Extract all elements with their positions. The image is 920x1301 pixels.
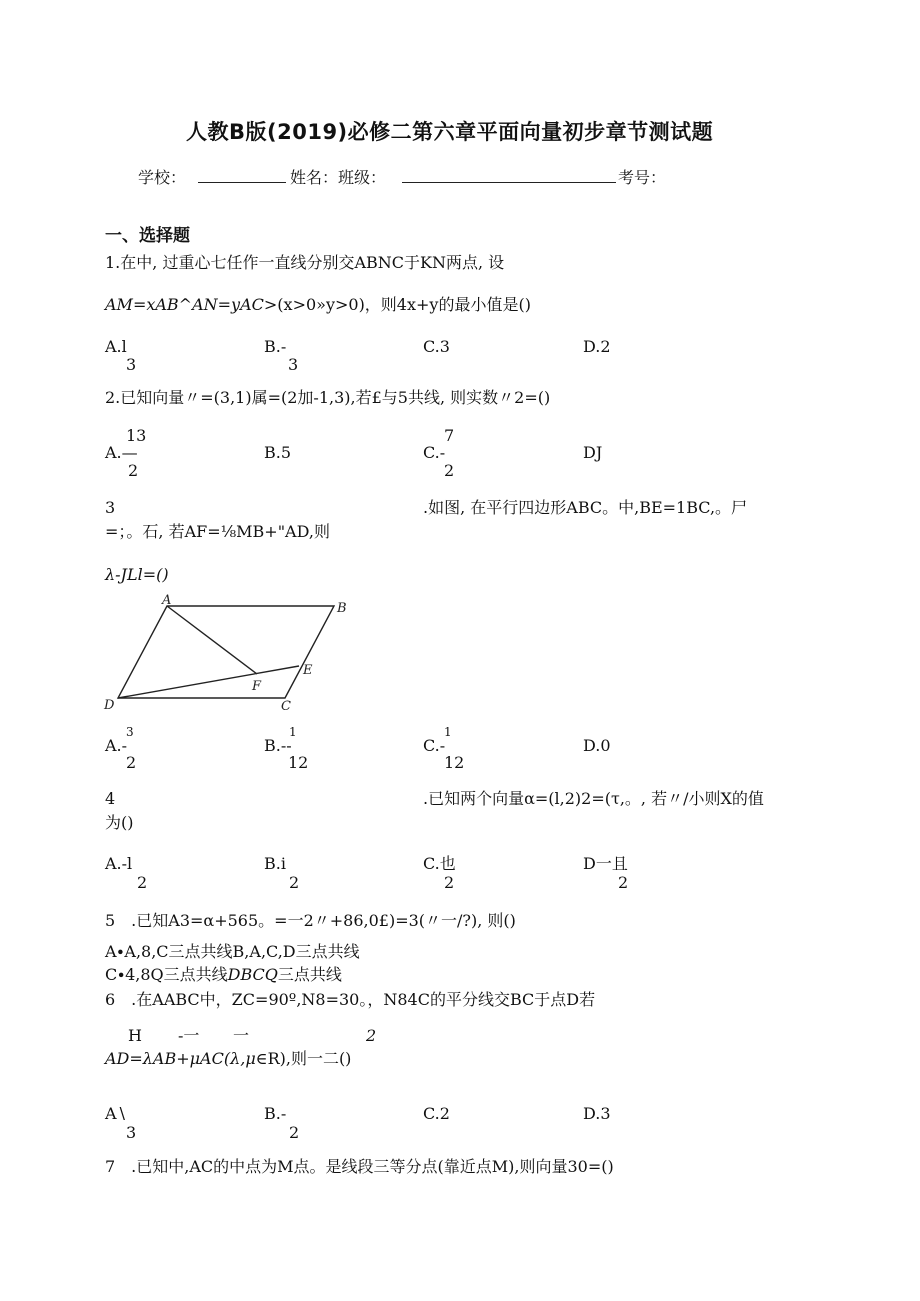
q6-option-b[interactable]: B.- bbox=[264, 1104, 287, 1123]
q3-option-d[interactable]: D.0 bbox=[583, 736, 611, 755]
q3-stem: .如图, 在平行四边形ABC。中,BE=1BC,。尸 bbox=[423, 498, 748, 517]
figure-lines bbox=[118, 606, 334, 698]
q2-option-b[interactable]: B.5 bbox=[264, 443, 292, 462]
q6-line2 bbox=[105, 1049, 351, 1069]
q1-option-b-denominator: 3 bbox=[288, 355, 299, 374]
q5-options-cd[interactable] bbox=[105, 965, 342, 985]
q1-option-c[interactable]: C.3 bbox=[423, 337, 450, 356]
q6-mark-a: -一 bbox=[178, 1026, 200, 1045]
label-d: D bbox=[104, 698, 115, 712]
segment-de bbox=[118, 666, 299, 698]
q3-option-b-denominator: 12 bbox=[288, 753, 309, 772]
q6-option-c[interactable]: C.2 bbox=[423, 1104, 450, 1123]
q4-option-b[interactable]: B.i bbox=[264, 854, 286, 873]
q2-option-d[interactable]: DJ bbox=[583, 443, 603, 462]
q6-vector-expr: AD=λAB+μAC(λ,μ bbox=[105, 1049, 256, 1068]
q4-option-b-denominator: 2 bbox=[289, 873, 300, 892]
q5-option-d-text: 三点共线 bbox=[277, 965, 342, 984]
q4-option-c-denominator: 2 bbox=[444, 873, 455, 892]
q3-option-a[interactable]: A.- bbox=[105, 736, 128, 755]
q3-option-c-denominator: 12 bbox=[444, 753, 465, 772]
label-a: A bbox=[162, 593, 172, 608]
parallelogram-abcd bbox=[118, 606, 334, 698]
q6-mark-b: 一 bbox=[233, 1026, 250, 1045]
q5-options-ab[interactable]: A∙A,8,C三点共线B,A,C,D三点共线 bbox=[105, 942, 360, 961]
q1-option-a-denominator: 3 bbox=[126, 355, 137, 374]
q3-option-b-sup: 1 bbox=[289, 725, 297, 739]
exam-no-label: 考号： bbox=[618, 168, 667, 187]
q2-option-a-numerator: 13 bbox=[126, 426, 147, 445]
label-c: C bbox=[281, 699, 291, 712]
q3-option-a-sup: 3 bbox=[126, 725, 134, 739]
q2-option-c[interactable]: C.- bbox=[423, 443, 446, 462]
parallelogram-figure bbox=[98, 588, 360, 712]
q4-option-d[interactable]: D一且 bbox=[583, 854, 628, 873]
school-blank[interactable] bbox=[198, 168, 286, 183]
q2-stem: 2.已知向量〃=(3,1)属=(2加-1,3),若£与5共线, 则实数〃2=() bbox=[105, 388, 551, 407]
q6-option-d[interactable]: D.3 bbox=[583, 1104, 611, 1123]
q3-line2: =；。石, 若AF=⅛MB+"AD,则 bbox=[105, 522, 330, 541]
q1-option-a[interactable]: A.l bbox=[105, 337, 127, 356]
class-blank[interactable] bbox=[402, 168, 616, 183]
segment-af bbox=[167, 606, 257, 674]
q6-stem: 6 .在AABC中，ZC=90º,N8=30。，N84C的平分线交BC于点D若 bbox=[105, 990, 596, 1009]
q3-option-b[interactable]: B.-- bbox=[264, 736, 292, 755]
q4-option-a[interactable]: A.-l bbox=[105, 854, 133, 873]
q2-option-c-denominator: 2 bbox=[444, 461, 455, 480]
q2-option-a[interactable]: A.— bbox=[105, 443, 138, 462]
q1-option-d[interactable]: D.2 bbox=[583, 337, 611, 356]
q4-line2: 为() bbox=[105, 813, 134, 832]
q1-line2 bbox=[105, 295, 531, 315]
q5-stem: 5 .已知A3=α+565。=一2〃+86,0£)=3(〃一/?), 则() bbox=[105, 911, 516, 930]
q6-mark-h: H bbox=[128, 1026, 142, 1045]
q3-line3: λ-JLl=() bbox=[105, 565, 169, 584]
q6-option-a-denominator: 3 bbox=[126, 1123, 137, 1142]
q1-vector-expr: AM=xAB^AN=yAC> bbox=[105, 295, 278, 314]
page-title: 人教B版(2019)必修二第六章平面向量初步章节测试题 bbox=[186, 120, 714, 144]
q2-option-c-numerator: 7 bbox=[444, 426, 455, 445]
q4-option-a-denominator: 2 bbox=[137, 873, 148, 892]
q1-option-b[interactable]: B.- bbox=[264, 337, 287, 356]
label-b: B bbox=[337, 601, 347, 616]
q5-option-d-points: DBCQ bbox=[227, 965, 278, 984]
q4-option-c[interactable]: C.也 bbox=[423, 854, 456, 873]
q6-line2-rest: ∈R),则一二() bbox=[255, 1049, 352, 1068]
q3-option-a-denominator: 2 bbox=[126, 753, 137, 772]
q6-option-b-denominator: 2 bbox=[289, 1123, 300, 1142]
q3-number: 3 bbox=[105, 498, 116, 517]
label-f: F bbox=[252, 679, 262, 694]
name-class-label: 姓名：班级： bbox=[290, 168, 387, 187]
q6-mark-2: 2 bbox=[366, 1026, 377, 1045]
label-e: E bbox=[303, 663, 313, 678]
q4-option-d-denominator: 2 bbox=[618, 873, 629, 892]
q7-stem: 7 .已知中,AC的中点为M点。是线段三等分点(靠近点M),则向量30=() bbox=[105, 1157, 614, 1176]
q3-option-c[interactable]: C.- bbox=[423, 736, 446, 755]
q4-stem: .已知两个向量α=(l,2)2=(τ,。, 若〃/小则X的值 bbox=[423, 789, 764, 808]
q5-option-c-text: C∙4,8Q三点共线 bbox=[105, 965, 228, 984]
q1-stem: 1.在中, 过重心七任作一直线分别交ABNC于KN两点, 设 bbox=[105, 253, 505, 272]
q1-condition: (x>0»y>0)，则4x+y的最小值是() bbox=[277, 295, 531, 314]
q4-number: 4 bbox=[105, 789, 116, 808]
school-label: 学校： bbox=[138, 168, 187, 187]
q6-option-a[interactable]: A∖ bbox=[105, 1104, 127, 1123]
q3-option-c-sup: 1 bbox=[444, 725, 452, 739]
q2-option-a-denominator: 2 bbox=[128, 461, 139, 480]
section-heading: 一、选择题 bbox=[105, 226, 190, 246]
